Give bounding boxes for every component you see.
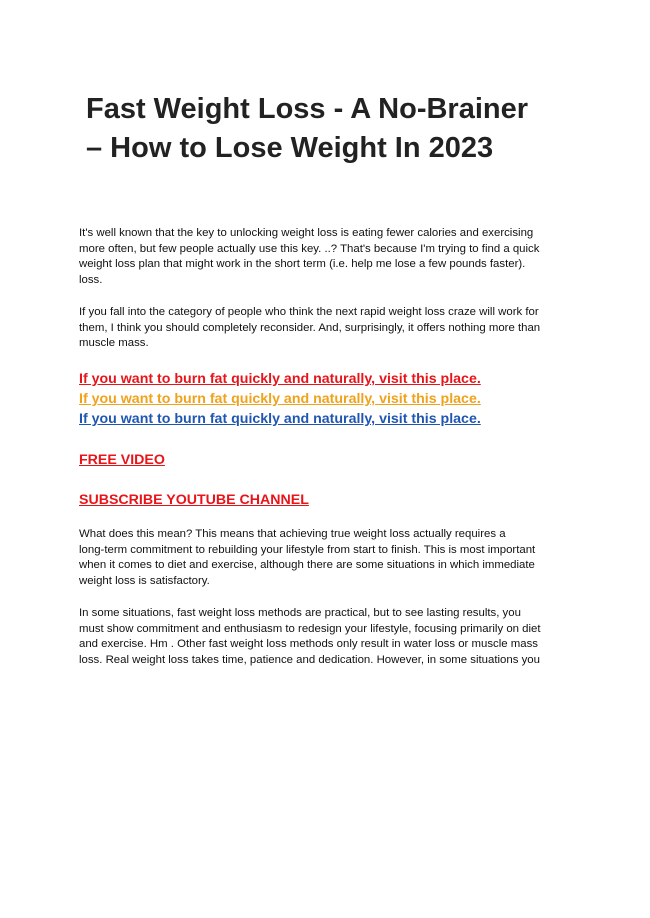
text-line: In some situations, fast weight loss methods are practical, but to see lasting results, you bbox=[79, 607, 521, 619]
text-line: them, I think you should completely reconsider. And, surprisingly, it offers nothing more than bbox=[79, 321, 541, 334]
paragraph-intro bbox=[79, 226, 579, 289]
text-line: long-term commitment to rebuilding your lifestyle from start to finish. This is most important bbox=[79, 543, 536, 556]
paragraph-category bbox=[79, 305, 579, 352]
burn-fat-link-red[interactable]: If you want to burn fat quickly and naturally, visit this place. bbox=[79, 371, 481, 387]
text-line: when it comes to diet and exercise, although there are some situations in which immediate bbox=[79, 559, 535, 572]
burn-fat-link-orange[interactable]: If you want to burn fat quickly and naturally, visit this place. bbox=[79, 391, 481, 407]
paragraph-situations bbox=[79, 606, 579, 669]
text-line: weight loss is satisfactory. bbox=[79, 575, 210, 588]
text-line: If you fall into the category of people who think the next rapid weight loss craze will work for bbox=[79, 306, 539, 318]
text-line: What does this mean? This means that achieving true weight loss actually requires a bbox=[79, 528, 506, 540]
text-line: loss. bbox=[79, 274, 103, 287]
subscribe-youtube-link[interactable]: SUBSCRIBE YOUTUBE CHANNEL bbox=[79, 492, 309, 508]
text-line: It's well known that the key to unlocking weight loss is eating fewer calories and exercising bbox=[79, 227, 534, 239]
text-line: more often, but few people actually use this key. ..? That's because I'm trying to find a quick bbox=[79, 242, 540, 255]
free-video-link[interactable]: FREE VIDEO bbox=[79, 452, 165, 468]
title-line: Fast Weight Loss - A No-Brainer bbox=[86, 93, 529, 125]
text-line: muscle mass. bbox=[79, 337, 149, 350]
burn-fat-link-blue[interactable]: If you want to burn fat quickly and naturally, visit this place. bbox=[79, 411, 481, 427]
text-line: loss. Real weight loss takes time, patience and dedication. However, in some situations you bbox=[79, 654, 540, 667]
text-line: must show commitment and enthusiasm to redesign your lifestyle, focusing primarily on diet bbox=[79, 622, 541, 635]
text-line: weight loss plan that might work in the short term (i.e. help me lose a few pounds faster). bbox=[79, 258, 526, 271]
paragraph-meaning bbox=[79, 527, 579, 590]
text-line: and exercise. Hm . Other fast weight loss methods only result in water loss or muscle mass bbox=[79, 638, 538, 651]
document-title bbox=[86, 90, 586, 168]
title-line: – How to Lose Weight In 2023 bbox=[86, 132, 494, 164]
